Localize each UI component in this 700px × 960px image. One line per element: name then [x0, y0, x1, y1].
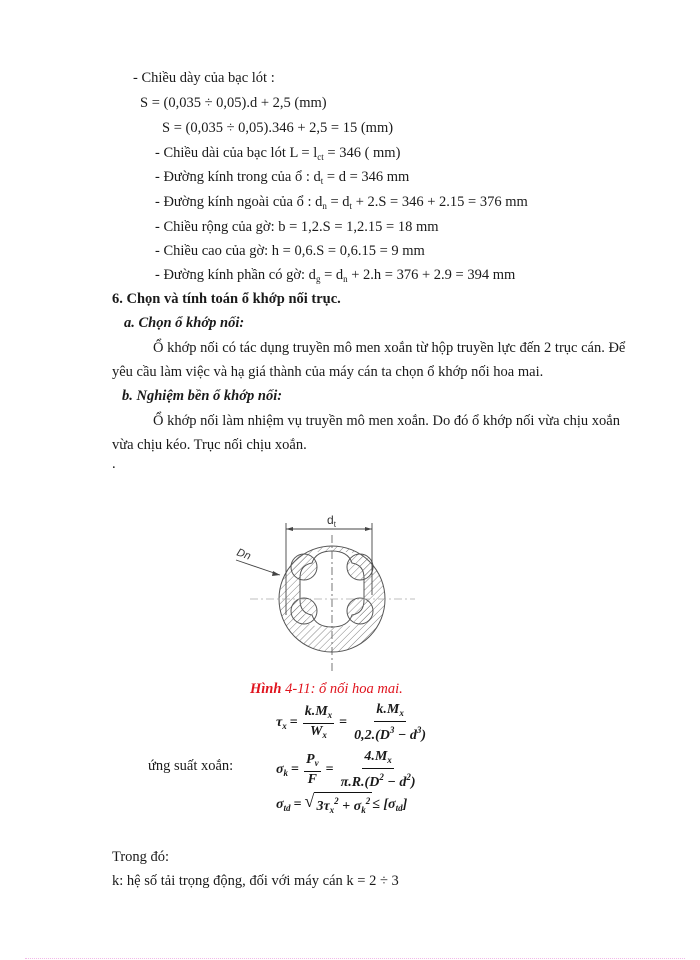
subscript: g — [315, 274, 321, 284]
caption-label: Hình — [250, 681, 282, 697]
formula-sigma-k — [276, 749, 420, 791]
paragraph-b-line1: Ổ khớp nối làm nhiệm vụ truyền mô men xoắn. Do đó ổ khớp nối vừa chịu xoắn — [153, 413, 620, 429]
coupling-cross-section-figure — [230, 505, 430, 675]
formula-thickness-general: S = (0,035 ÷ 0,05).d + 2,5 (mm) — [140, 95, 327, 111]
text: - Đường kính ngoài của ổ : d — [155, 194, 323, 210]
fraction: $\frac{k.M_x}{W_x}$ — [304, 703, 333, 740]
formula-tau — [276, 702, 430, 744]
formula-sigma-td: $\sigma_{td}$ = √ $3\tau_x^2 + \sigma_k^2$ ≤ $[\sigma_{td}]$ — [276, 792, 407, 818]
equals: = — [289, 715, 298, 730]
section-heading: 6. Chọn và tính toán ổ khớp nối trục. — [112, 291, 341, 307]
equals: = — [291, 762, 300, 777]
text: = d — [326, 194, 350, 210]
text: = d = 346 mm — [323, 169, 410, 185]
where-label: Trong đó: — [112, 849, 170, 865]
subscript: ct — [317, 152, 324, 162]
equals: = — [325, 762, 334, 777]
coupling-diagram-icon — [230, 505, 430, 675]
tau-lhs: $\tau_x$ — [276, 715, 287, 731]
sigma-td-lhs: $\sigma_{td}$ — [276, 797, 291, 813]
text: = d — [320, 267, 344, 283]
subscript: t — [349, 201, 353, 211]
fraction: $\frac{4.M_x}{\pi.R.(D^2 - d^2)}$ — [340, 749, 416, 790]
equals: = — [293, 797, 302, 812]
figure-caption — [250, 680, 403, 698]
stray-dot: . — [112, 456, 116, 472]
equals: = — [339, 715, 348, 730]
text: + 2.S = 346 + 2.15 = 376 mm — [352, 194, 528, 210]
sigma-lhs: $\sigma_k$ — [276, 762, 289, 778]
text-line-rib-height: - Chiều cao của gờ: h = 0,6.S = 0,6.15 = 9 mm — [155, 243, 425, 259]
text: + 2.h = 376 + 2.9 = 394 mm — [347, 267, 516, 283]
subscript: n — [322, 201, 327, 211]
fraction: $\frac{k.M_x}{0,2.(D^3 - d^3)}$ — [354, 702, 427, 743]
text: - Chiều dài của bạc lót L = l — [155, 145, 318, 161]
page-bottom-divider — [25, 958, 685, 959]
text-line-thickness-label: - Chiều dày của bạc lót : — [133, 70, 275, 86]
stress-label: ứng suất xoắn: — [148, 758, 234, 774]
text-line-rib-width: - Chiều rộng của gờ: b = 1,2.S = 1,2.15 = 18 mm — [155, 219, 439, 235]
subscript: t — [320, 176, 324, 186]
text: - Đường kính phần có gờ: d — [155, 267, 316, 283]
subsection-heading-a: a. Chọn ổ khớp nối: — [124, 315, 245, 331]
fraction: $\frac{P_v}{F}$ — [306, 752, 319, 787]
text-line-rib-diameter — [155, 266, 515, 288]
subscript: n — [343, 274, 348, 284]
square-root: √ $3\tau_x^2 + \sigma_k^2$ — [305, 792, 373, 818]
k-description: k: hệ số tải trọng động, đối với máy cán k = 2 ÷ 3 — [112, 873, 399, 889]
text-line-bushing-length — [155, 144, 400, 166]
text-line-inner-diameter — [155, 168, 409, 190]
formula-thickness-value: S = (0,035 ÷ 0,05).346 + 2,5 = 15 (mm) — [162, 120, 394, 136]
subsection-heading-b: b. Nghiệm bền ổ khớp nối: — [122, 388, 283, 404]
text: = 346 ( mm) — [323, 145, 401, 161]
text-line-outer-diameter — [155, 193, 528, 215]
paragraph-a-line1: Ổ khớp nối có tác dụng truyền mô men xoắn từ hộp truyền lực đến 2 trục cán. Để — [153, 340, 626, 356]
label-dt: $d_t$ — [327, 513, 336, 529]
label-dn: Dn — [234, 546, 253, 563]
radical-sign-icon: √ — [304, 791, 315, 811]
paragraph-b-line2: vừa chịu kéo. Trục nối chịu xoắn. — [112, 437, 307, 453]
paragraph-a-line2: yêu cầu làm việc và hạ giá thành của máy cán ta chọn ổ khớp nối hoa mai. — [112, 364, 544, 380]
caption-text: 4-11: ổ nối hoa mai. — [281, 681, 403, 697]
text: - Đường kính trong của ổ : d — [155, 169, 321, 185]
